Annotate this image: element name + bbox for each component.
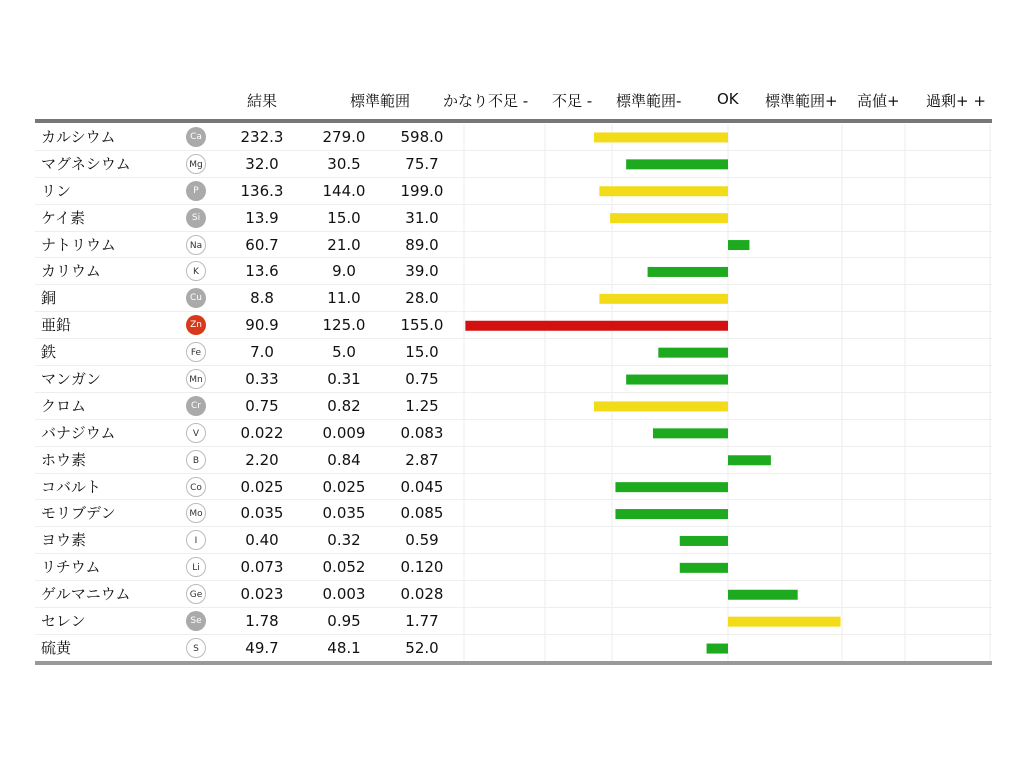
range-max-value: 2.87 xyxy=(405,450,439,469)
element-symbol-badge: Co xyxy=(186,477,206,497)
element-symbol-badge: Cu xyxy=(186,288,206,308)
mineral-name: カリウム xyxy=(41,262,101,281)
mineral-name: ホウ素 xyxy=(41,450,87,469)
mineral-name: ナトリウム xyxy=(41,235,116,254)
element-symbol-badge: Ge xyxy=(186,584,206,604)
range-min-value: 0.84 xyxy=(327,450,361,469)
element-symbol-badge: I xyxy=(186,530,206,550)
deviation-bar xyxy=(653,428,728,438)
range-max-value: 0.083 xyxy=(400,423,444,442)
deviation-bar xyxy=(615,509,728,519)
element-symbol-badge: Li xyxy=(186,557,206,577)
element-symbol-badge: Zn xyxy=(186,315,206,335)
header-excess: 過剰+ + xyxy=(926,92,986,110)
range-max-value: 598.0 xyxy=(400,128,444,146)
result-value: 136.3 xyxy=(240,181,284,200)
range-min-value: 0.003 xyxy=(322,585,366,604)
deviation-bar xyxy=(648,267,728,277)
range-min-value: 15.0 xyxy=(327,208,361,227)
result-value: 60.7 xyxy=(245,235,279,254)
range-max-value: 28.0 xyxy=(405,289,439,308)
header-high: 高値+ xyxy=(857,92,900,110)
element-symbol-badge: Na xyxy=(186,235,206,255)
range-min-value: 0.009 xyxy=(322,423,366,442)
result-value: 232.3 xyxy=(240,128,284,146)
result-value: 0.022 xyxy=(240,423,284,442)
result-value: 0.035 xyxy=(240,504,284,523)
result-value: 49.7 xyxy=(245,638,279,657)
range-min-value: 144.0 xyxy=(322,181,366,200)
result-value: 8.8 xyxy=(250,289,274,308)
result-value: 32.0 xyxy=(245,154,279,173)
range-min-value: 0.32 xyxy=(327,531,361,550)
range-min-value: 0.82 xyxy=(327,396,361,415)
mineral-name: カルシウム xyxy=(41,128,116,146)
range-max-value: 15.0 xyxy=(405,343,439,362)
mineral-name: セレン xyxy=(41,612,86,631)
range-max-value: 0.085 xyxy=(400,504,444,523)
table-bottom-rule xyxy=(35,661,992,665)
element-symbol-badge: Si xyxy=(186,208,206,228)
result-value: 0.025 xyxy=(240,477,284,496)
deviation-bar xyxy=(680,536,728,546)
range-min-value: 279.0 xyxy=(322,128,366,146)
range-max-value: 0.045 xyxy=(400,477,444,496)
deviation-bar xyxy=(599,294,728,304)
deviation-bar xyxy=(599,186,728,196)
deviation-bar xyxy=(728,590,798,600)
element-symbol-badge: Cr xyxy=(186,396,206,416)
header-range-plus: 標準範囲+ xyxy=(765,92,838,110)
range-min-value: 0.025 xyxy=(322,477,366,496)
result-value: 0.40 xyxy=(245,531,279,550)
range-max-value: 52.0 xyxy=(405,638,439,657)
element-symbol-badge: Mo xyxy=(186,503,206,523)
result-value: 1.78 xyxy=(245,612,279,631)
mineral-name: クロム xyxy=(41,396,87,415)
deviation-bar xyxy=(728,455,771,465)
mineral-name: リン xyxy=(41,181,72,200)
element-symbol-badge: Fe xyxy=(186,342,206,362)
deviation-bar xyxy=(594,132,728,142)
range-min-value: 125.0 xyxy=(322,316,366,335)
mineral-name: バナジウム xyxy=(41,423,116,442)
mineral-name: ケイ素 xyxy=(41,208,85,227)
result-value: 0.073 xyxy=(240,558,284,577)
header-range-minus: 標準範囲- xyxy=(616,92,682,110)
mineral-name: モリブデン xyxy=(41,504,116,523)
element-symbol-badge: V xyxy=(186,423,206,443)
element-symbol-badge: Mn xyxy=(186,369,206,389)
range-max-value: 89.0 xyxy=(405,235,439,254)
mineral-name: マグネシウム xyxy=(41,154,131,173)
range-min-value: 5.0 xyxy=(332,343,356,362)
deviation-bar xyxy=(728,240,749,250)
range-max-value: 0.120 xyxy=(400,558,444,577)
mineral-name: マンガン xyxy=(41,370,102,389)
mineral-name: ヨウ素 xyxy=(41,531,87,550)
header-very-low: かなり不足 - xyxy=(443,92,529,110)
result-value: 0.75 xyxy=(245,396,279,415)
range-max-value: 0.75 xyxy=(405,370,439,389)
deviation-bar xyxy=(610,213,728,223)
header-low: 不足 - xyxy=(552,92,593,110)
element-symbol-badge: S xyxy=(186,638,206,658)
range-max-value: 155.0 xyxy=(400,316,444,335)
deviation-bar xyxy=(658,348,728,358)
result-value: 13.9 xyxy=(245,208,279,227)
range-min-value: 11.0 xyxy=(327,289,361,308)
header-range: 標準範囲 xyxy=(350,92,411,110)
deviation-bar xyxy=(594,401,728,411)
range-min-value: 0.95 xyxy=(327,612,361,631)
range-max-value: 1.25 xyxy=(405,396,439,415)
deviation-bar xyxy=(615,482,728,492)
mineral-name: リチウム xyxy=(41,558,101,577)
range-min-value: 0.31 xyxy=(327,370,361,389)
result-value: 0.33 xyxy=(245,370,279,389)
range-min-value: 30.5 xyxy=(327,154,361,173)
deviation-bar xyxy=(728,617,841,627)
mineral-name: ゲルマニウム xyxy=(41,585,131,604)
range-min-value: 21.0 xyxy=(327,235,361,254)
range-max-value: 1.77 xyxy=(405,612,439,631)
deviation-bar xyxy=(680,563,728,573)
element-symbol-badge: P xyxy=(186,181,206,201)
result-value: 90.9 xyxy=(245,316,279,335)
mineral-name: コバルト xyxy=(41,477,102,496)
deviation-bar xyxy=(626,159,728,169)
range-max-value: 0.028 xyxy=(400,585,444,604)
range-max-value: 199.0 xyxy=(400,181,444,200)
range-max-value: 75.7 xyxy=(405,154,439,173)
range-min-value: 9.0 xyxy=(332,262,356,281)
header-ok: OK xyxy=(717,90,739,108)
range-min-value: 48.1 xyxy=(327,638,361,657)
element-symbol-badge: B xyxy=(186,450,206,470)
mineral-name: 亜鉛 xyxy=(41,316,72,335)
range-max-value: 0.59 xyxy=(405,531,439,550)
mineral-name: 銅 xyxy=(41,289,57,308)
deviation-bar xyxy=(626,375,728,385)
range-min-value: 0.035 xyxy=(322,504,366,523)
range-max-value: 39.0 xyxy=(405,262,439,281)
result-value: 7.0 xyxy=(250,343,274,362)
mineral-name: 鉄 xyxy=(41,343,57,362)
range-min-value: 0.052 xyxy=(322,558,366,577)
element-symbol-badge: Ca xyxy=(186,127,206,147)
element-symbol-badge: Se xyxy=(186,611,206,631)
result-value: 13.6 xyxy=(245,262,279,281)
deviation-bar xyxy=(707,644,728,654)
result-value: 0.023 xyxy=(240,585,284,604)
deviation-bar xyxy=(465,321,728,331)
element-symbol-badge: K xyxy=(186,261,206,281)
result-value: 2.20 xyxy=(245,450,279,469)
element-symbol-badge: Mg xyxy=(186,154,206,174)
mineral-name: 硫黄 xyxy=(41,638,72,657)
range-max-value: 31.0 xyxy=(405,208,439,227)
header-result: 結果 xyxy=(247,92,278,110)
